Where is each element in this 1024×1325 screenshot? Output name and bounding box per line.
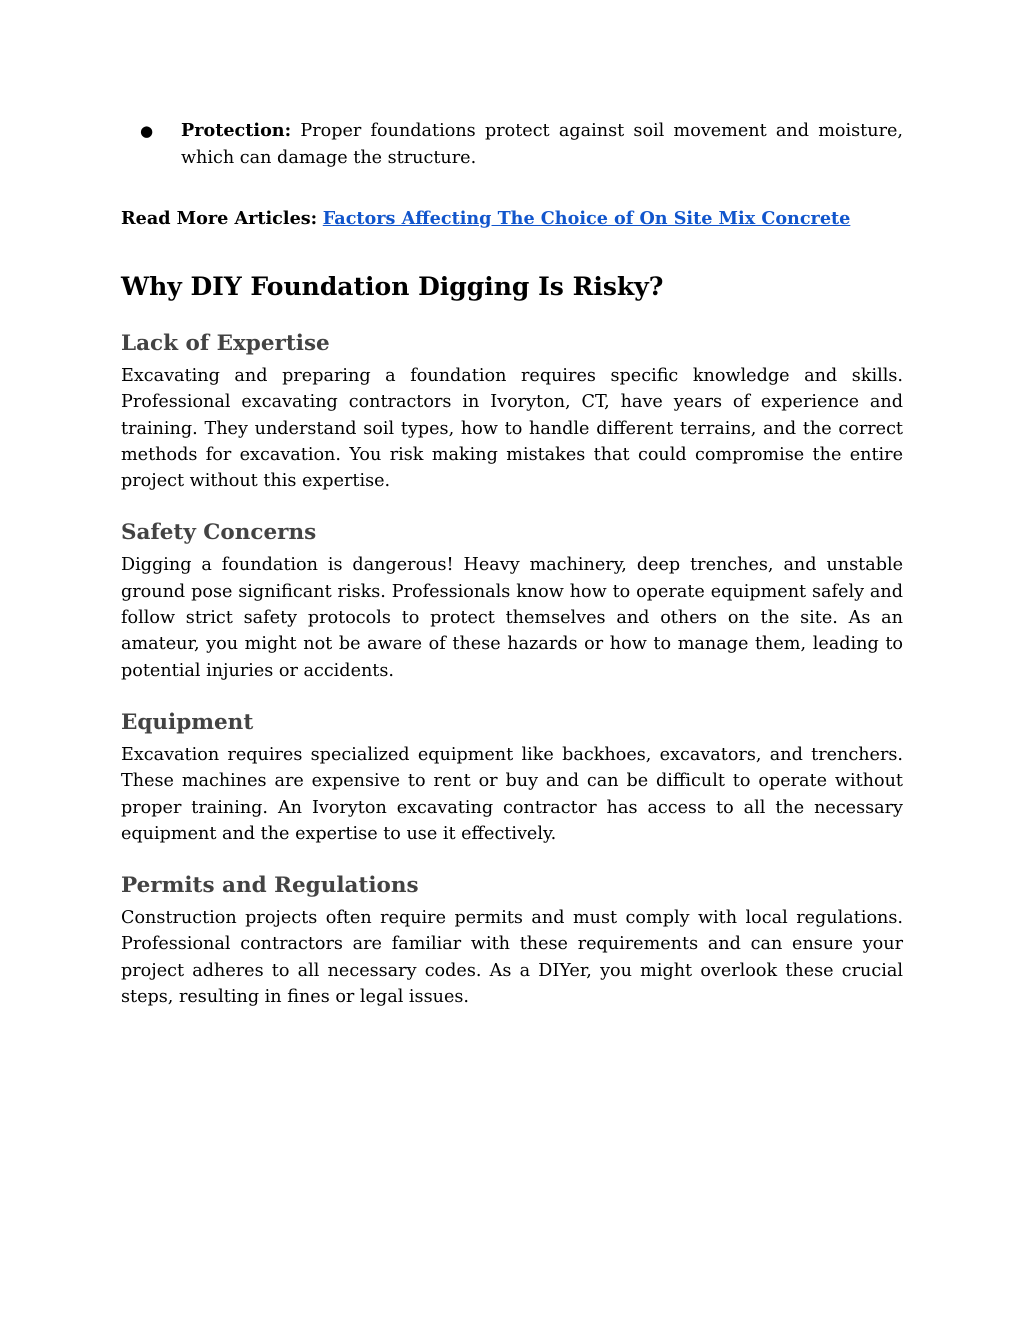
section-equipment [121, 708, 903, 847]
section-heading: Safety Concerns [121, 520, 317, 546]
section-body: Digging a foundation is dangerous! Heavy machinery, deep trenches, and unstable ground pose significant risks. Professionals know how to operate equipment safely and follow strict safety protocols to protect themselves and others on the site. As an amateur, you might not be aware of these hazards or how to manage them, leading to potential injuries or accidents. [121, 555, 903, 681]
section-safety-concerns [121, 518, 903, 683]
section-heading: Permits and Regulations [121, 873, 419, 899]
section-body: Construction projects often require permits and must comply with local regulations. Professional contractors are familiar with these requirements and can ensure your project adheres to all necessary codes. As a DIYer, you might overlook these crucial steps, resulting in fines or legal issues. [121, 908, 903, 1008]
bullet-list-item [121, 118, 903, 171]
bullet-text: Proper foundations protect against soil movement and moisture, which can damage the structure. [181, 121, 903, 168]
section-heading: Equipment [121, 709, 254, 735]
bullet-dot-icon: ● [140, 122, 154, 140]
section-body: Excavating and preparing a foundation requires specific knowledge and skills. Professional excavating contractors in Ivoryton, CT, have years of experience and training. They understand soil types, how to handle different terrains, and the correct methods for excavation. You risk making mistakes that could compromise the entire project without this expertise. [121, 366, 903, 492]
bullet-label: Protection: [181, 120, 292, 141]
section-heading: Lack of Expertise [121, 331, 330, 356]
section-permits-and-regulations [121, 871, 903, 1010]
section-body: Excavation requires specialized equipment like backhoes, excavators, and trenchers. These machines are expensive to rent or buy and can be difficult to operate without proper training. An Ivoryton excavating contractor has access to all the necessary equipment and the expertise to use it effectively. [121, 744, 903, 844]
section-lack-of-expertise [121, 329, 903, 494]
page-title: Why DIY Foundation Digging Is Risky? [121, 272, 664, 301]
read-more-label: Read More Articles: [121, 208, 318, 229]
document-page [121, 118, 903, 1010]
read-more-line [121, 206, 903, 232]
read-more-link[interactable]: Factors Affecting The Choice of On Site Mix Concrete [322, 208, 851, 229]
